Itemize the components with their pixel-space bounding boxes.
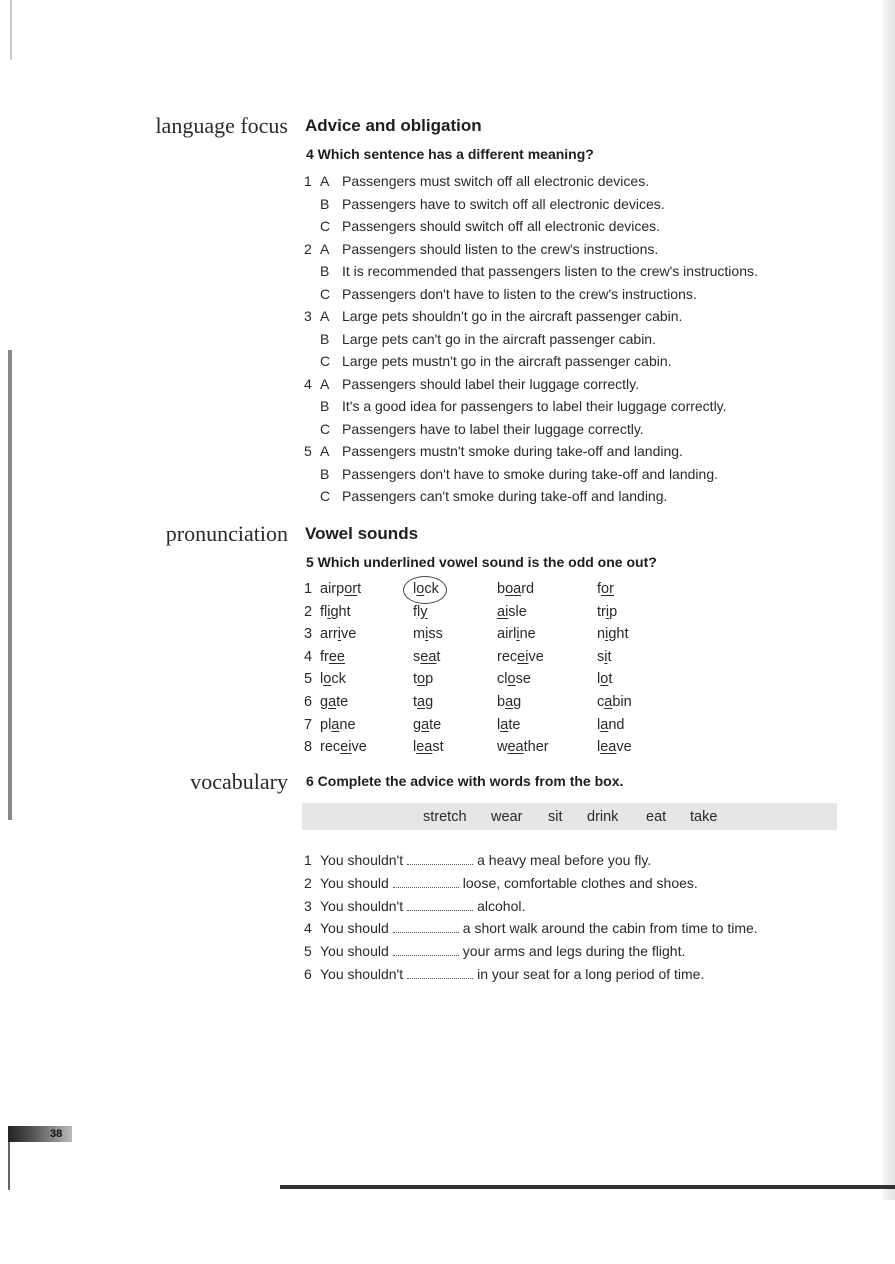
option-letter: B — [320, 330, 330, 347]
word-part: airl — [497, 626, 517, 643]
option-row — [304, 170, 649, 192]
sentence-number: 3 — [304, 897, 312, 914]
word-part: te — [508, 716, 521, 733]
vowel-row — [304, 714, 664, 736]
vowel-word — [497, 623, 536, 645]
sentence-start: You shouldn't — [320, 897, 404, 914]
item-number: 1 — [304, 173, 312, 189]
word-part: l — [413, 739, 417, 756]
sentence-number: 2 — [304, 874, 312, 891]
vowel-word — [320, 714, 356, 736]
word-part: te — [429, 716, 442, 733]
word-part: ght — [608, 626, 629, 643]
advice-sentence — [304, 917, 758, 939]
word-part: ck — [424, 581, 439, 597]
option-row — [304, 350, 672, 372]
underlined-vowel: a — [604, 694, 613, 710]
vowel-word — [597, 578, 614, 600]
vowel-word — [413, 714, 441, 736]
underlined-vowel: ea — [416, 739, 433, 756]
option-letter: C — [320, 353, 331, 369]
option-row — [304, 485, 667, 507]
option-letter: B — [320, 195, 330, 212]
word-part: g — [513, 694, 522, 710]
word-part: ve — [351, 739, 367, 756]
word-part: st — [432, 739, 444, 756]
underlined-vowel: ea — [507, 739, 524, 756]
vowel-word — [597, 601, 617, 623]
option-text: It is recommended that passengers listen to the crew's instructions. — [342, 263, 758, 279]
item-number: 2 — [304, 240, 312, 257]
word-part: w — [497, 739, 508, 756]
underlined-vowel: a — [421, 716, 430, 733]
word-part: rec — [497, 648, 518, 665]
word-part: l — [597, 739, 601, 756]
vowel-row — [304, 646, 664, 668]
answer-blank[interactable] — [407, 900, 473, 911]
vowel-word — [320, 668, 346, 690]
option-letter: A — [320, 240, 330, 257]
underlined-vowel: ei — [340, 739, 352, 756]
vowel-word — [320, 578, 361, 600]
row-number: 4 — [304, 648, 313, 665]
vowel-row — [304, 623, 664, 645]
sentence-start: You shouldn't — [320, 852, 404, 868]
word-part: t — [607, 648, 612, 665]
word-part: pl — [320, 716, 332, 733]
option-row — [304, 215, 660, 237]
underlined-vowel: ei — [517, 648, 529, 665]
option-letter: B — [320, 263, 330, 279]
option-letter: A — [320, 375, 330, 392]
section-title-advice: Advice and obligation — [305, 116, 482, 135]
word-part: l — [320, 671, 324, 688]
word-part: l — [413, 581, 417, 597]
word-part: bin — [612, 694, 632, 710]
box-word: sit — [548, 809, 563, 825]
underlined-vowel: a — [600, 716, 609, 733]
option-letter: C — [320, 420, 331, 437]
vowel-word — [413, 668, 433, 690]
sentence-number: 6 — [304, 966, 312, 982]
word-part: ght — [330, 603, 351, 620]
sentence-end: your arms and legs during the flight. — [462, 943, 686, 960]
vowel-word — [320, 601, 351, 623]
underlined-vowel: y — [420, 603, 428, 620]
word-part: b — [497, 581, 506, 597]
option-row — [304, 463, 718, 485]
vowel-row — [304, 578, 664, 600]
answer-blank[interactable] — [407, 968, 473, 979]
sentence-end: loose, comfortable clothes and shoes. — [462, 874, 698, 891]
page-edge-top — [10, 0, 12, 60]
option-letter: A — [320, 308, 330, 324]
underlined-vowel: a — [417, 694, 426, 710]
row-number: 8 — [304, 739, 313, 756]
vowel-word — [597, 646, 612, 668]
sentence-end: a short walk around the cabin from time to time. — [462, 920, 758, 937]
box-word: wear — [491, 809, 523, 825]
advice-sentence — [304, 895, 525, 917]
row-number: 1 — [304, 581, 313, 597]
option-text: Passengers should label their luggage correctly. — [342, 375, 640, 392]
word-part: g — [413, 716, 422, 733]
word-part: fl — [413, 603, 421, 620]
option-text: Passengers don't have to listen to the crew's instructions. — [342, 285, 697, 302]
underlined-vowel: a — [505, 694, 514, 710]
box-word: drink — [587, 809, 619, 825]
option-row — [304, 283, 697, 305]
item-number: 4 — [304, 375, 312, 392]
underlined-vowel: i — [425, 626, 429, 643]
word-part: s — [597, 648, 605, 665]
answer-blank[interactable] — [393, 877, 459, 888]
underlined-vowel: i — [605, 626, 609, 643]
advice-sentence — [304, 872, 698, 894]
word-part: p — [425, 671, 434, 688]
word-part: fl — [320, 603, 328, 620]
item-number: 3 — [304, 308, 312, 324]
word-part: nd — [608, 716, 625, 733]
underlined-vowel: a — [331, 716, 340, 733]
word-part: ne — [519, 626, 536, 643]
word-part: g — [320, 694, 329, 710]
vowel-row — [304, 668, 664, 690]
vowel-word — [497, 691, 521, 713]
option-text: Large pets mustn't go in the aircraft passenger cabin. — [342, 353, 672, 369]
underlined-vowel: o — [323, 671, 332, 688]
option-letter: C — [320, 218, 331, 234]
sentence-number: 4 — [304, 920, 312, 937]
word-part: rec — [320, 739, 341, 756]
option-text: Passengers can't smoke during take-off and landing. — [342, 488, 668, 504]
vowel-word — [413, 601, 428, 623]
option-text: Passengers don't have to smoke during take-off and landing. — [342, 465, 718, 482]
underlined-vowel: i — [605, 603, 610, 620]
answer-blank[interactable] — [393, 945, 459, 956]
word-box — [302, 803, 837, 830]
word-part: ck — [331, 671, 346, 688]
sentence-start: You shouldn't — [320, 966, 404, 982]
option-text: Large pets can't go in the aircraft passenger cabin. — [342, 330, 656, 347]
underlined-vowel: or — [344, 581, 358, 597]
word-part: rd — [521, 581, 535, 597]
word-part: n — [597, 626, 606, 643]
option-letter: C — [320, 488, 331, 504]
word-part: ther — [523, 739, 549, 756]
word-part: g — [425, 694, 434, 710]
word-part: ss — [428, 626, 443, 643]
vowel-word — [320, 623, 356, 645]
vowel-word — [320, 691, 348, 713]
vowel-row — [304, 691, 664, 713]
option-text: Passengers should switch off all electronic devices. — [342, 218, 661, 234]
option-text: Passengers mustn't smoke during take-off and landing. — [342, 443, 683, 459]
bottom-rule — [280, 1185, 895, 1189]
page-number: 38 — [50, 1128, 63, 1140]
row-number: 7 — [304, 716, 313, 733]
item-number: 5 — [304, 443, 312, 459]
option-row — [304, 395, 727, 417]
option-letter: A — [320, 173, 330, 189]
section-label-vocabulary: vocabulary — [190, 769, 288, 794]
row-number: 3 — [304, 626, 313, 643]
vowel-word — [320, 736, 367, 758]
word-part: fr — [320, 648, 329, 665]
row-number: 5 — [304, 671, 313, 688]
box-word: stretch — [423, 809, 467, 825]
page-number-tab — [8, 1126, 72, 1142]
advice-sentence — [304, 940, 685, 962]
underlined-vowel: i — [337, 626, 341, 643]
option-text: Passengers should listen to the crew's instructions. — [342, 240, 659, 257]
word-part: l — [597, 671, 601, 688]
word-part: ve — [340, 626, 357, 643]
vowel-word — [320, 646, 345, 668]
sentence-start: You should — [320, 943, 389, 960]
vowel-row — [304, 736, 664, 758]
word-part: airp — [320, 581, 345, 597]
box-word: eat — [646, 809, 667, 825]
word-part: ve — [616, 739, 632, 756]
sentence-end: alcohol. — [477, 897, 526, 914]
word-part: te — [336, 694, 349, 710]
underlined-vowel: i — [516, 626, 520, 643]
underlined-vowel: o — [600, 671, 609, 688]
option-row — [304, 373, 639, 395]
word-part: ne — [339, 716, 356, 733]
vowel-word — [413, 736, 444, 758]
page-edge-bottom — [8, 1140, 10, 1190]
option-row — [304, 328, 656, 350]
word-part: b — [497, 694, 506, 710]
underlined-vowel: i — [604, 648, 608, 665]
underlined-vowel: o — [416, 581, 425, 597]
underlined-vowel: a — [328, 694, 337, 710]
sentence-end: in your seat for a long period of time. — [477, 966, 705, 982]
sentence-start: You should — [320, 874, 389, 891]
row-number: 6 — [304, 694, 313, 710]
option-row — [304, 238, 658, 260]
vowel-word — [497, 668, 531, 690]
advice-sentence — [304, 963, 704, 985]
underlined-vowel: o — [417, 671, 426, 688]
question-6-title: 6 Complete the advice with words from the box. — [306, 773, 624, 789]
page-edge-right — [883, 0, 895, 1200]
section-label-pronunciation: pronunciation — [165, 521, 288, 546]
vowel-word — [497, 578, 534, 600]
vowel-word — [497, 714, 520, 736]
vowel-word — [413, 623, 443, 645]
underlined-vowel: ai — [497, 603, 509, 620]
advice-sentence — [304, 849, 651, 871]
word-part: l — [497, 716, 501, 733]
underlined-vowel: oa — [505, 581, 522, 597]
question-5-title: 5 Which underlined vowel sound is the odd one out? — [306, 554, 657, 570]
word-part: f — [597, 581, 602, 597]
vowel-word — [413, 646, 440, 668]
vowel-word — [597, 736, 632, 758]
option-row — [304, 260, 758, 282]
section-label-language-focus: language focus — [155, 113, 288, 138]
option-letter: A — [320, 443, 330, 459]
option-text: Passengers have to switch off all electronic devices. — [342, 195, 665, 212]
word-part: t — [413, 694, 418, 710]
word-part: t — [413, 671, 418, 688]
option-row — [304, 193, 665, 215]
word-part: t — [357, 581, 362, 597]
vowel-word — [497, 601, 527, 623]
option-row — [304, 440, 683, 462]
vowel-row — [304, 601, 664, 623]
vowel-word — [597, 668, 612, 690]
underlined-vowel: a — [500, 716, 509, 733]
question-4-title: 4 Which sentence has a different meaning? — [306, 146, 594, 162]
underlined-vowel: ea — [420, 648, 437, 665]
vowel-word — [497, 646, 544, 668]
word-part: se — [515, 671, 531, 688]
sentence-end: a heavy meal before you fly. — [477, 852, 652, 868]
vowel-word — [597, 623, 628, 645]
sentence-start: You should — [320, 920, 389, 937]
option-letter: B — [320, 465, 330, 482]
underlined-vowel: i — [327, 603, 331, 620]
option-text: Large pets shouldn't go in the aircraft passenger cabin. — [342, 308, 683, 324]
word-part: sle — [508, 603, 527, 620]
sentence-number: 1 — [304, 852, 312, 868]
option-row — [304, 418, 644, 440]
row-number: 2 — [304, 603, 313, 620]
option-letter: B — [320, 398, 330, 414]
word-part: t — [436, 648, 441, 665]
option-text: Passengers must switch off all electronic devices. — [342, 173, 650, 189]
page-edge-bar — [8, 350, 12, 820]
option-row — [304, 305, 682, 327]
vowel-word — [597, 714, 624, 736]
vowel-word — [597, 691, 632, 713]
box-word: take — [690, 809, 718, 825]
word-part: t — [608, 671, 613, 688]
sentence-number: 5 — [304, 943, 312, 960]
vowel-word — [413, 578, 439, 600]
option-text: It's a good idea for passengers to label their luggage correctly. — [342, 398, 727, 414]
answer-blank[interactable] — [393, 922, 459, 933]
underlined-vowel: ea — [600, 739, 617, 756]
word-part: c — [597, 694, 605, 710]
underlined-vowel: or — [601, 581, 614, 597]
answer-blank[interactable] — [407, 854, 473, 865]
word-part: ve — [528, 648, 544, 665]
word-part: l — [597, 716, 601, 733]
word-part: s — [413, 648, 421, 665]
vowel-word — [413, 691, 433, 713]
underlined-vowel: ee — [328, 648, 345, 665]
vowel-word — [497, 736, 549, 758]
word-part: p — [609, 603, 618, 620]
section-title-vowel-sounds: Vowel sounds — [305, 524, 419, 543]
option-letter: C — [320, 285, 331, 302]
word-part: tr — [597, 603, 606, 620]
option-text: Passengers have to label their luggage correctly. — [342, 420, 644, 437]
word-part: arr — [320, 626, 338, 643]
underlined-vowel: o — [507, 671, 516, 688]
word-part: m — [413, 626, 426, 643]
word-part: cl — [497, 671, 508, 688]
